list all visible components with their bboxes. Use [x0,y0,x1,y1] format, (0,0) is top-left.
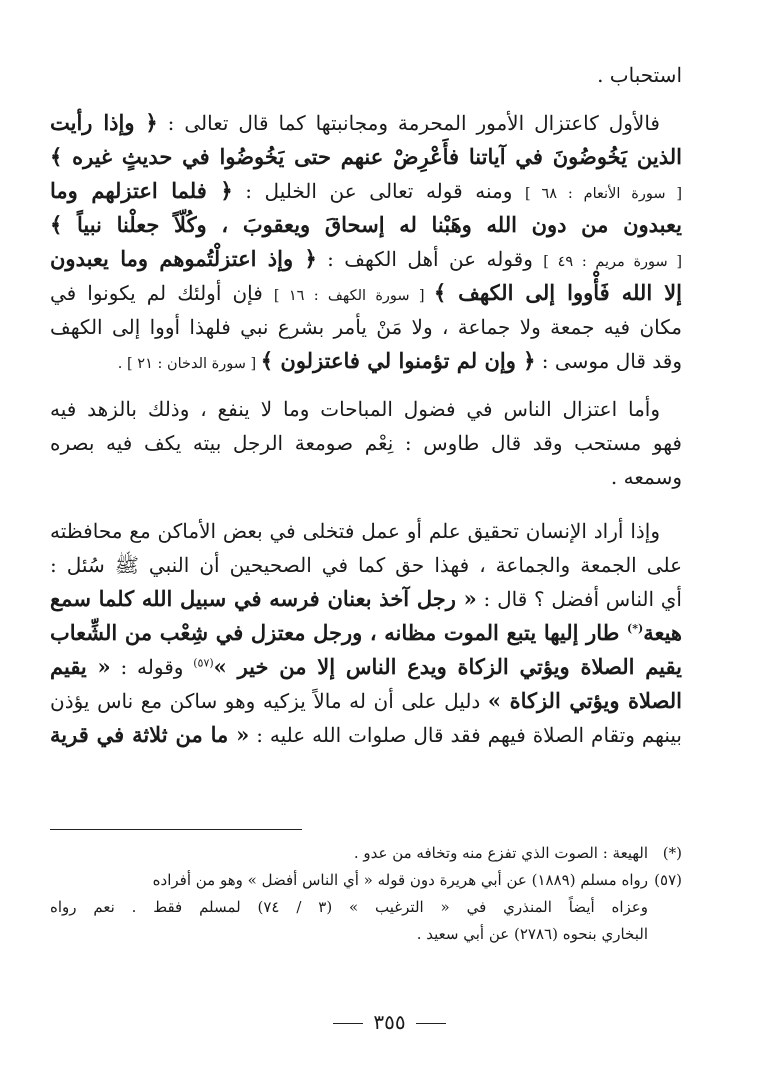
footnote-continuation: وعزاه أيضاً المنذري في « الترغيب » (٣ / ٧٤) لمسلم فقط . نعم رواه [50,898,649,916]
page-number-dash [416,1023,446,1024]
footnote: (٥٧)رواه مسلم (١٨٨٩) عن أبي هريرة دون قوله « أي الناس أفضل » وهو من أفراده [50,867,682,894]
text-line: وإذا أراد الإنسان تحقيق علم أو عمل فتخلى في بعض الأماكن مع محافظته [50,519,660,543]
footnote-divider [50,829,302,830]
hadith-quote: « رجل آخذ بعنان فرسه في سبيل الله كلما سمع [50,586,477,611]
main-text [50,58,682,752]
footnote-marker: (٥٧) [193,656,214,670]
surah-reference: [ سورة الأنعام : ٦٨ ] [524,186,682,202]
quran-quote: ﴿ وإذ اعتزلْتُموهم وما يعبدون [50,246,317,271]
text-line: بينهم وتقام الصلاة فيهم فقد قال صلوات الله عليه : « ما من ثلاثة في قرية [50,722,682,747]
text-line: الصلاة ويؤتي الزكاة » دليل على أن له مالاً يزكيه وهو ساكن مع ناس يؤذن [50,688,683,713]
text-line: فالأول كاعتزال الأمور المحرمة ومجانبتها كما قال تعالى : ﴿ وإذا رأيت [50,110,660,135]
hadith-quote: « يقيم [50,654,111,679]
page-number: ٣٥٥ [0,1010,779,1034]
text-line: أي الناس أفضل ؟ قال : « رجل آخذ بعنان فرسه في سبيل الله كلما سمع [50,586,682,611]
text-line: إلا الله فَأْووا إلى الكهف ﴾ [ سورة الكهف : ١٦ ] فإن أولئك لم يكونوا في [50,280,682,305]
text-line: [ سورة الأنعام : ٦٨ ] ومنه قوله تعالى عن الخليل : ﴿ فلما اعتزلهم وما [50,178,682,203]
surah-reference: [ سورة الكهف : ١٦ ] [273,288,434,304]
text-line: مكان فيه جمعة ولا جماعة ، ولا مَنْ يأمر بشرع نبي فلهذا أووا إلى الكهف [50,315,682,339]
text-line: [ سورة مريم : ٤٩ ] وقوله عن أهل الكهف : ﴿ وإذ اعتزلْتُموهم وما يعبدون [50,246,682,271]
quran-quote: الذين يَخُوضُونَ في آياتنا فأَعْرِضْ عنهم حتى يَخُوضُوا في حديثٍ غيره ﴾ [50,144,682,169]
footnote-marker: (٥٧) [654,871,682,889]
page-number-dash [333,1023,363,1024]
text-line: وقد قال موسى : ﴿ وإن لم تؤمنوا لي فاعتزلون ﴾ [ سورة الدخان : ٢١ ] . [117,348,682,373]
footnote-continuation: البخاري بنحوه (٢٧٨٦) عن أبي سعيد . [416,925,648,943]
quran-quote: يعبدون من دون الله وهَبْنا له إسحاقَ ويعقوبَ ، وكُلّاً جعلْنا نبياً ﴾ [50,212,682,237]
hadith-quote: يقيم الصلاة ويؤتي الزكاة ويدع الناس إلا من خير » [213,654,682,679]
quran-quote: إلا الله فَأْووا إلى الكهف ﴾ [433,280,682,305]
text-line: وأما اعتزال الناس في فضول المباحات وما لا ينفع ، وذلك بالزهد فيه [50,397,660,421]
hadith-quote: « ما من ثلاثة في قرية [50,722,250,747]
text-line: وسمعه . [610,465,682,489]
text-line: على الجمعة والجماعة ، فهذا حق كما في الصحيحين أن النبي ﷺ سُئل : [50,553,682,577]
text-line: استحباب . [597,63,682,87]
footnote-marker: (*) [627,622,644,635]
footnote: (*)الهيعة : الصوت الذي تفزع منه وتخافه من عدو . [50,840,682,867]
surah-reference: [ سورة مريم : ٤٩ ] [543,254,682,270]
quran-quote: ﴿ وإن لم تؤمنوا لي فاعتزلون ﴾ [260,348,536,373]
quran-quote: ﴿ فلما اعتزلهم وما [50,178,233,203]
hadith-quote: الصلاة ويؤتي الزكاة » [487,688,683,713]
text-line: يقيم الصلاة ويؤتي الزكاة ويدع الناس إلا من خير »$^{(٥٧)}$ وقوله : « يقيم [50,654,682,679]
quran-quote: ﴿ وإذا رأيت [50,110,158,135]
footnote-marker: (*) [662,844,682,862]
text-line: فهو مستحب وقد قال طاوس : نِعْم صومعة الرجل بيته يكف فيه بصره [50,431,682,455]
surah-reference: [ سورة الدخان : ٢١ ] . [117,356,261,372]
hadith-quote: هيعة(*) طار إليها يتبع الموت مظانه ، ورجل معتزل في شِعْب من الشِّعاب [50,620,682,645]
footnotes [50,840,682,948]
